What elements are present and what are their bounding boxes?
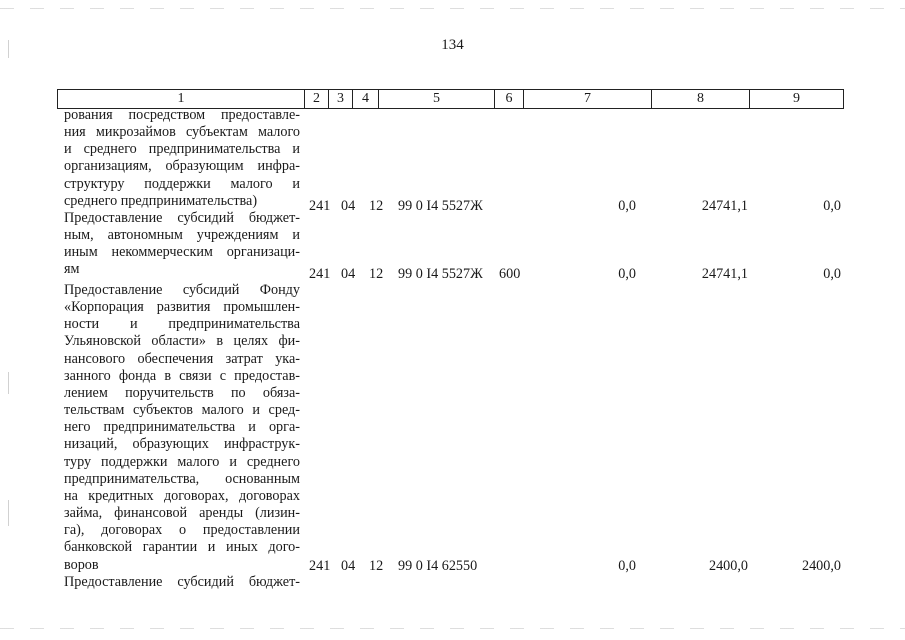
header-col-3: 3 [329, 90, 353, 108]
description-line: предпринимательства, основанным [64, 470, 300, 487]
cell-col-5: 99 0 I4 5527Ж [398, 198, 483, 214]
description-line: воров [64, 556, 99, 573]
description-line: на кредитных договорах, договорах [64, 487, 300, 504]
description-line: банковской гарантии и иных дого- [64, 539, 300, 556]
cell-col-4: 12 [369, 558, 384, 574]
header-col-2: 2 [305, 90, 329, 108]
description-line: ям [64, 261, 80, 278]
cell-col-9: 0,0 [823, 198, 841, 214]
cell-col-7: 0,0 [618, 558, 636, 574]
page-number: 134 [441, 37, 464, 53]
header-col-7: 7 [524, 90, 652, 108]
header-col-9: 9 [793, 91, 800, 106]
row-description [64, 107, 300, 210]
cell-col-8: 2400,0 [708, 558, 748, 574]
cell-col-5: 99 0 I4 62550 [398, 558, 478, 574]
description-line: рования посредством предоставле- [64, 107, 300, 123]
cell-col-9: 2400,0 [801, 558, 841, 574]
cell-col-7: 0,0 [618, 266, 636, 282]
description-line: ным, автономным учреждениям и [64, 227, 300, 244]
cell-col-5: 99 0 I4 5527Ж [398, 266, 483, 282]
scan-bottom-edge [0, 628, 905, 629]
description-line: займа, финансовой аренды (лизин- [64, 505, 300, 522]
cell-col-4: 12 [369, 198, 384, 214]
row-description [64, 282, 300, 574]
description-line: Предоставление субсидий бюджет- [64, 574, 300, 590]
header-col-5: 5 [379, 90, 495, 108]
scan-left-mark [8, 372, 9, 394]
description-line: среднего предпринимательства) [64, 192, 258, 209]
description-line: ности и предпринимательства [64, 316, 300, 333]
cell-col-2: 241 [309, 266, 331, 282]
description-line: туру поддержки малого и среднего [64, 453, 300, 470]
description-line: ния микрозаймов субъектам малого [64, 124, 300, 141]
description-line: лением поручительств по обяза- [64, 384, 300, 401]
cell-col-3: 04 [341, 558, 356, 574]
description-line: Предоставление субсидий Фонду [64, 282, 300, 298]
cell-col-2: 241 [309, 558, 331, 574]
cell-col-3: 04 [341, 266, 356, 282]
description-line: «Корпорация развития промышлен- [64, 299, 300, 316]
cell-col-3: 04 [341, 198, 356, 214]
cell-col-8: 24741,1 [701, 198, 748, 214]
scan-top-edge [0, 8, 905, 9]
cell-col-2: 241 [309, 198, 331, 214]
description-line: занного фонда в связи с предостав- [64, 367, 300, 384]
table-header-row [57, 89, 844, 109]
row-description [64, 210, 300, 279]
cell-col-4: 12 [369, 266, 384, 282]
description-line: иным некоммерческим организаци- [64, 244, 300, 261]
description-line: организациям, образующим инфра- [64, 158, 300, 175]
description-line: га), договорах о предоставлении [64, 522, 300, 539]
header-col-8: 8 [652, 90, 750, 108]
description-line: нансового обеспечения затрат ука- [64, 350, 300, 367]
description-line: тельствам субъектов малого и сред- [64, 402, 300, 419]
description-line: структуру поддержки малого и [64, 175, 300, 192]
header-col-4: 4 [353, 90, 379, 108]
description-line: Ульяновской области» в целях фи- [64, 333, 300, 350]
cell-col-8: 24741,1 [701, 266, 748, 282]
cell-col-9: 0,0 [823, 266, 841, 282]
header-col-1: 1 [58, 90, 305, 108]
header-col-6: 6 [495, 90, 524, 108]
cell-col-7: 0,0 [618, 198, 636, 214]
description-line: него предпринимательства и орга- [64, 419, 300, 436]
description-line: низаций, образующих инфраструк- [64, 436, 300, 453]
description-line: Предоставление субсидий бюджет- [64, 210, 300, 226]
description-line: и среднего предпринимательства и [64, 141, 300, 158]
cell-col-6: 600 [499, 266, 521, 282]
row-description [64, 574, 300, 591]
scan-left-mark [8, 500, 9, 526]
